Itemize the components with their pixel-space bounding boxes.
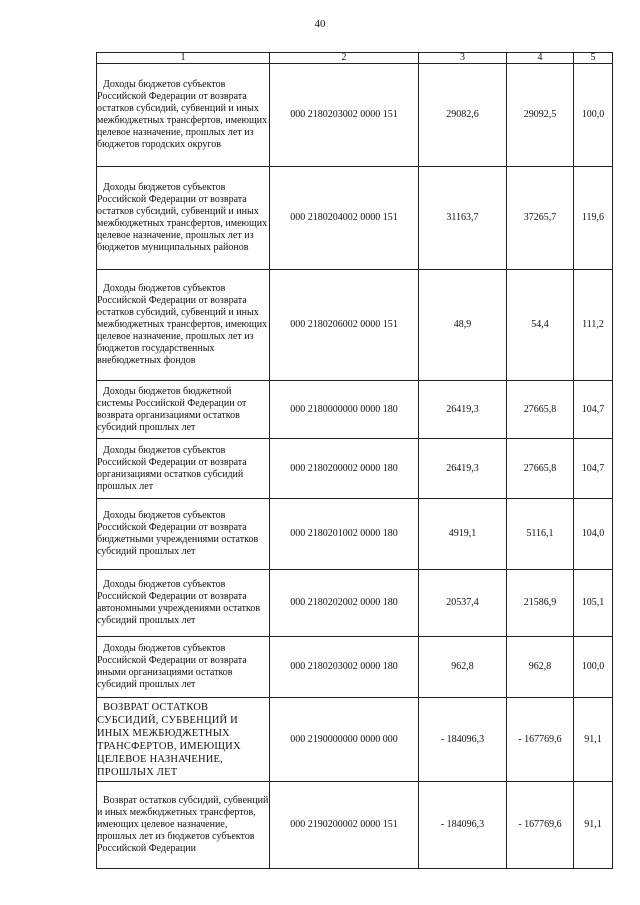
row-code: 000 2180000000 0000 180 — [270, 381, 419, 439]
row-value-col3: 31163,7 — [419, 167, 507, 270]
row-value-col5: 119,6 — [574, 167, 613, 270]
row-value-col3: - 184096,3 — [419, 698, 507, 782]
row-value-col5: 104,0 — [574, 499, 613, 570]
table-row — [97, 167, 613, 270]
row-value-col4: 27665,8 — [507, 439, 574, 499]
row-value-col3: - 184096,3 — [419, 782, 507, 869]
row-code: 000 2180201002 0000 180 — [270, 499, 419, 570]
column-header: 1 — [97, 53, 270, 64]
table-header-row — [97, 53, 613, 64]
row-value-col4: 962,8 — [507, 637, 574, 698]
row-code: 000 2180203002 0000 180 — [270, 637, 419, 698]
row-value-col3: 48,9 — [419, 270, 507, 381]
row-description: ВОЗВРАТ ОСТАТКОВ СУБСИДИЙ, СУБВЕНЦИЙ И ИНЫХ МЕЖБЮДЖЕТНЫХ ТРАНСФЕРТОВ, ИМЕЮЩИХ ЦЕЛЕВОЕ НАЗНАЧЕНИЕ, ПРОШЛЫХ ЛЕТ — [97, 698, 270, 782]
table-row — [97, 64, 613, 167]
row-value-col5: 100,0 — [574, 637, 613, 698]
row-description: Доходы бюджетов субъектов Российской Федерации от возврата остатков субсидий, субвенций и иных межбюджетных трансфертов, имеющих целевое назначение, прошлых лет из бюджетов городских округов — [97, 64, 270, 167]
row-value-col4: 37265,7 — [507, 167, 574, 270]
row-description: Доходы бюджетов бюджетной системы Российской Федерации от возврата организациями остатков субсидий прошлых лет — [97, 381, 270, 439]
row-description: Доходы бюджетов субъектов Российской Федерации от возврата автономными учреждениями остатков субсидий прошлых лет — [97, 570, 270, 637]
row-code: 000 2180202002 0000 180 — [270, 570, 419, 637]
column-header: 4 — [507, 53, 574, 64]
row-code: 000 2180206002 0000 151 — [270, 270, 419, 381]
row-value-col4: 54,4 — [507, 270, 574, 381]
page-number: 40 — [314, 18, 326, 30]
table-row — [97, 499, 613, 570]
row-description: Доходы бюджетов субъектов Российской Федерации от возврата организациями остатков субсидий прошлых лет — [97, 439, 270, 499]
row-description: Доходы бюджетов субъектов Российской Федерации от возврата бюджетными учреждениями остатков субсидий прошлых лет — [97, 499, 270, 570]
table-row — [97, 439, 613, 499]
row-value-col5: 104,7 — [574, 439, 613, 499]
row-value-col4: 5116,1 — [507, 499, 574, 570]
row-value-col3: 20537,4 — [419, 570, 507, 637]
row-value-col5: 100,0 — [574, 64, 613, 167]
row-value-col3: 26419,3 — [419, 381, 507, 439]
row-value-col4: - 167769,6 — [507, 698, 574, 782]
row-value-col3: 962,8 — [419, 637, 507, 698]
row-description: Возврат остатков субсидий, субвенций и иных межбюджетных трансфертов, имеющих целевое назначение, прошлых лет из бюджетов субъектов Российской Федерации — [97, 782, 270, 869]
row-value-col5: 111,2 — [574, 270, 613, 381]
row-description: Доходы бюджетов субъектов Российской Федерации от возврата иными организациями остатков субсидий прошлых лет — [97, 637, 270, 698]
row-value-col4: 29092,5 — [507, 64, 574, 167]
column-header: 5 — [574, 53, 613, 64]
budget-revenue-table — [96, 52, 613, 869]
row-value-col5: 105,1 — [574, 570, 613, 637]
row-value-col3: 29082,6 — [419, 64, 507, 167]
row-code: 000 2180204002 0000 151 — [270, 167, 419, 270]
row-value-col4: 27665,8 — [507, 381, 574, 439]
row-value-col4: 21586,9 — [507, 570, 574, 637]
row-value-col3: 26419,3 — [419, 439, 507, 499]
table-row — [97, 270, 613, 381]
table-row — [97, 782, 613, 869]
row-code: 000 2190000000 0000 000 — [270, 698, 419, 782]
row-code: 000 2180203002 0000 151 — [270, 64, 419, 167]
row-value-col4: - 167769,6 — [507, 782, 574, 869]
table-row — [97, 637, 613, 698]
row-value-col5: 104,7 — [574, 381, 613, 439]
row-description: Доходы бюджетов субъектов Российской Федерации от возврата остатков субсидий, субвенций и иных межбюджетных трансфертов, имеющих целевое назначение, прошлых лет из бюджетов государственных внебюджетных фондов — [97, 270, 270, 381]
column-header: 2 — [270, 53, 419, 64]
row-value-col3: 4919,1 — [419, 499, 507, 570]
row-code: 000 2190200002 0000 151 — [270, 782, 419, 869]
table-row — [97, 570, 613, 637]
row-description: Доходы бюджетов субъектов Российской Федерации от возврата остатков субсидий, субвенций и иных межбюджетных трансфертов, имеющих целевое назначение, прошлых лет из бюджетов муниципальных районов — [97, 167, 270, 270]
column-header: 3 — [419, 53, 507, 64]
table-row — [97, 381, 613, 439]
row-code: 000 2180200002 0000 180 — [270, 439, 419, 499]
row-value-col5: 91,1 — [574, 698, 613, 782]
row-value-col5: 91,1 — [574, 782, 613, 869]
table-row — [97, 698, 613, 782]
